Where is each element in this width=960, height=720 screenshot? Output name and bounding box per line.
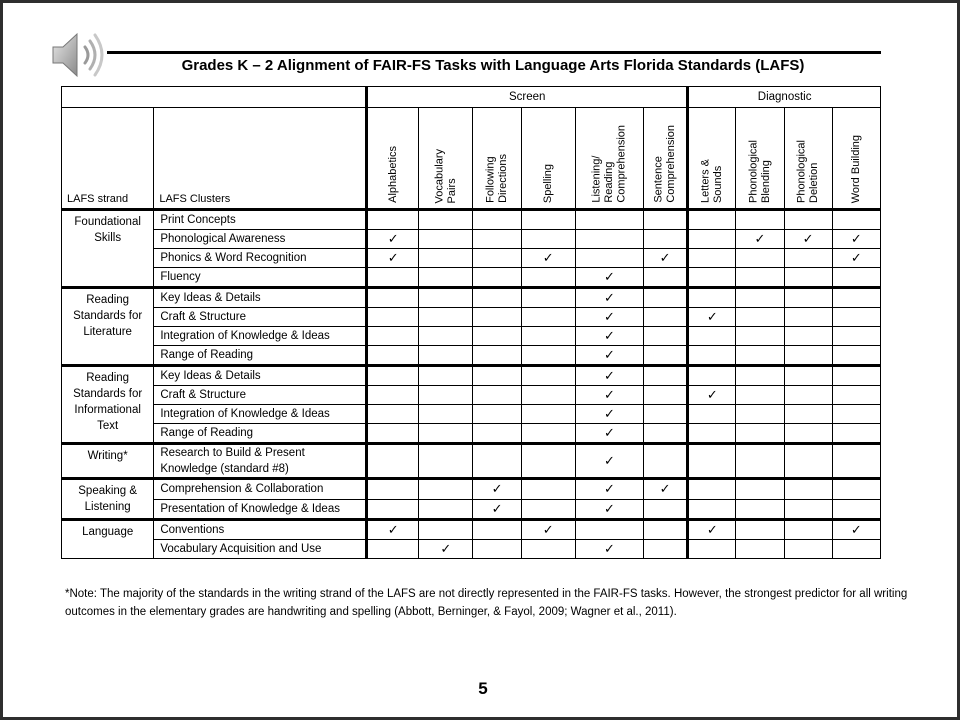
check-cell (575, 230, 643, 249)
check-cell (367, 268, 419, 288)
check-cell (688, 308, 736, 327)
check-cell (644, 346, 688, 366)
column-header-label: Phonological Blending (747, 140, 772, 203)
check-cell (419, 479, 473, 500)
check-cell (521, 346, 575, 366)
check-cell (688, 268, 736, 288)
check-cell (521, 327, 575, 346)
check-cell (832, 405, 880, 424)
check-cell (575, 479, 643, 500)
speaker-icon[interactable] (47, 25, 111, 85)
check-cell (832, 327, 880, 346)
check-cell (688, 346, 736, 366)
check-cell (832, 499, 880, 520)
check-cell (736, 327, 784, 346)
check-cell (575, 327, 643, 346)
check-cell (367, 479, 419, 500)
check-mark-icon: ✓ (659, 250, 671, 265)
check-cell (419, 386, 473, 405)
column-header-label: Sentence Comprehension (652, 125, 678, 203)
column-header (575, 108, 643, 210)
check-cell (688, 444, 736, 479)
check-cell (521, 386, 575, 405)
check-cell (521, 499, 575, 520)
check-cell (784, 268, 832, 288)
check-cell (419, 366, 473, 386)
check-cell (832, 540, 880, 559)
column-header-label: Spelling (541, 163, 554, 203)
check-mark-icon: ✓ (603, 406, 615, 421)
check-cell (832, 249, 880, 268)
table-row (62, 405, 881, 424)
check-cell (575, 520, 643, 540)
check-cell (784, 424, 832, 444)
check-cell (575, 499, 643, 520)
page-number: 5 (478, 679, 488, 698)
check-cell (473, 308, 521, 327)
column-header-label: Listening/ Reading Comprehension (590, 125, 628, 203)
check-cell (521, 288, 575, 308)
cluster-cell: Presentation of Knowledge & Ideas (154, 499, 367, 520)
check-cell (784, 520, 832, 540)
check-cell (575, 268, 643, 288)
check-mark-icon: ✓ (706, 387, 718, 402)
table-row (62, 479, 881, 500)
check-mark-icon: ✓ (850, 231, 862, 246)
check-cell (521, 210, 575, 230)
check-cell (367, 366, 419, 386)
check-cell (473, 405, 521, 424)
check-cell (473, 479, 521, 500)
check-cell (367, 230, 419, 249)
check-mark-icon: ✓ (542, 522, 554, 537)
slide (3, 3, 957, 717)
check-cell (688, 288, 736, 308)
check-cell (419, 424, 473, 444)
check-mark-icon: ✓ (802, 231, 814, 246)
strand-cell: Speaking & Listening (62, 479, 154, 520)
check-cell (644, 308, 688, 327)
check-mark-icon: ✓ (603, 368, 615, 383)
check-cell (521, 230, 575, 249)
column-header (419, 108, 473, 210)
check-mark-icon: ✓ (754, 231, 766, 246)
check-cell (419, 210, 473, 230)
check-cell (784, 327, 832, 346)
table-row (62, 499, 881, 520)
check-cell (644, 366, 688, 386)
check-cell (832, 346, 880, 366)
check-cell (521, 424, 575, 444)
column-header-label: Alphabetics (386, 146, 399, 203)
cluster-cell: Print Concepts (154, 210, 367, 230)
check-cell (736, 444, 784, 479)
check-cell (688, 499, 736, 520)
check-cell (419, 288, 473, 308)
check-cell (784, 288, 832, 308)
table-row (62, 210, 881, 230)
check-cell (575, 405, 643, 424)
check-cell (784, 210, 832, 230)
column-header-label: Vocabulary Pairs (433, 148, 458, 203)
check-cell (736, 346, 784, 366)
check-cell (832, 520, 880, 540)
table-row (62, 444, 881, 479)
cluster-cell: Range of Reading (154, 424, 367, 444)
column-header (473, 108, 521, 210)
check-cell (419, 499, 473, 520)
column-header-label: Phonological Deletion (795, 140, 821, 203)
check-cell (644, 210, 688, 230)
check-cell (419, 308, 473, 327)
check-cell (736, 540, 784, 559)
check-cell (473, 424, 521, 444)
check-cell (367, 424, 419, 444)
table-row (62, 308, 881, 327)
table-row (62, 249, 881, 268)
check-cell (473, 230, 521, 249)
check-cell (419, 268, 473, 288)
column-header (784, 108, 832, 210)
cluster-cell: Craft & Structure (154, 308, 367, 327)
check-cell (367, 249, 419, 268)
cluster-cell: Phonics & Word Recognition (154, 249, 367, 268)
check-cell (736, 424, 784, 444)
check-cell (832, 268, 880, 288)
check-mark-icon: ✓ (440, 541, 452, 556)
check-mark-icon: ✓ (603, 541, 615, 556)
check-mark-icon: ✓ (491, 481, 503, 497)
check-cell (688, 405, 736, 424)
check-cell (688, 540, 736, 559)
check-cell (367, 386, 419, 405)
column-header (521, 108, 575, 210)
cluster-cell: Conventions (154, 520, 367, 540)
check-cell (521, 405, 575, 424)
check-cell (575, 540, 643, 559)
check-cell (644, 499, 688, 520)
check-cell (575, 424, 643, 444)
check-cell (736, 288, 784, 308)
check-mark-icon: ✓ (603, 387, 615, 402)
check-cell (473, 210, 521, 230)
strand-header: LAFS strand (62, 108, 154, 210)
check-mark-icon: ✓ (603, 328, 615, 343)
cluster-cell: Fluency (154, 268, 367, 288)
column-header (644, 108, 688, 210)
check-mark-icon: ✓ (387, 522, 399, 537)
check-cell (644, 268, 688, 288)
check-cell (419, 405, 473, 424)
check-mark-icon: ✓ (603, 481, 615, 497)
check-cell (575, 210, 643, 230)
check-cell (521, 308, 575, 327)
check-cell (688, 366, 736, 386)
check-cell (367, 540, 419, 559)
check-cell (688, 210, 736, 230)
strand-cell: Reading Standards for Informational Text (62, 366, 154, 444)
check-cell (367, 210, 419, 230)
check-cell (367, 520, 419, 540)
check-cell (736, 210, 784, 230)
check-cell (367, 308, 419, 327)
check-mark-icon: ✓ (542, 250, 554, 265)
table-row (62, 346, 881, 366)
check-cell (644, 249, 688, 268)
check-mark-icon: ✓ (706, 522, 718, 537)
table-row (62, 366, 881, 386)
footnote: *Note: The majority of the standards in the writing strand of the LAFS are not directly represented in the FAIR-FS tasks. However, the strongest predictor for all writing outcomes in the elementary grades are handwriting and spelling (Abbott, Berninger, & Fayol, 2009; Wagner et al., 2011). (65, 588, 908, 618)
check-cell (367, 288, 419, 308)
check-cell (784, 444, 832, 479)
cluster-cell: Craft & Structure (154, 386, 367, 405)
check-cell (575, 346, 643, 366)
check-mark-icon: ✓ (603, 269, 615, 284)
check-cell (644, 479, 688, 500)
check-cell (473, 366, 521, 386)
check-cell (419, 444, 473, 479)
check-cell (832, 366, 880, 386)
column-header (688, 108, 736, 210)
column-header (367, 108, 419, 210)
check-cell (784, 499, 832, 520)
check-cell (688, 230, 736, 249)
cluster-cell: Range of Reading (154, 346, 367, 366)
check-cell (521, 249, 575, 268)
check-cell (521, 268, 575, 288)
check-cell (736, 386, 784, 405)
header-blank (62, 87, 367, 108)
column-header (832, 108, 880, 210)
title-rule (107, 51, 881, 54)
check-cell (473, 386, 521, 405)
check-cell (784, 540, 832, 559)
check-mark-icon: ✓ (850, 522, 862, 537)
check-cell (521, 479, 575, 500)
check-cell (784, 405, 832, 424)
check-cell (644, 288, 688, 308)
check-cell (473, 268, 521, 288)
check-cell (688, 249, 736, 268)
strand-cell: Foundational Skills (62, 210, 154, 288)
table-row (62, 520, 881, 540)
check-cell (575, 444, 643, 479)
check-cell (784, 346, 832, 366)
check-cell (784, 230, 832, 249)
check-cell (784, 366, 832, 386)
check-cell (736, 308, 784, 327)
table-row (62, 424, 881, 444)
strand-group (62, 520, 881, 559)
cluster-cell: Integration of Knowledge & Ideas (154, 405, 367, 424)
check-cell (832, 288, 880, 308)
check-cell (575, 386, 643, 405)
check-cell (473, 520, 521, 540)
check-cell (575, 288, 643, 308)
strand-group (62, 210, 881, 288)
check-mark-icon: ✓ (603, 425, 615, 440)
check-cell (832, 386, 880, 405)
check-cell (644, 520, 688, 540)
check-cell (832, 479, 880, 500)
check-cell (644, 230, 688, 249)
check-mark-icon: ✓ (387, 250, 399, 265)
column-header-label: Letters & Sounds (699, 158, 725, 203)
check-cell (521, 540, 575, 559)
table-row (62, 230, 881, 249)
strand-cell: Reading Standards for Literature (62, 288, 154, 366)
check-cell (688, 327, 736, 346)
check-cell (473, 288, 521, 308)
strand-group (62, 479, 881, 520)
screen-header: Screen (367, 87, 688, 108)
check-cell (419, 327, 473, 346)
check-cell (367, 444, 419, 479)
diagnostic-header: Diagnostic (688, 87, 881, 108)
cluster-cell: Key Ideas & Details (154, 288, 367, 308)
check-cell (644, 540, 688, 559)
check-cell (736, 230, 784, 249)
table-row (62, 288, 881, 308)
check-cell (736, 366, 784, 386)
clusters-header: LAFS Clusters (154, 108, 367, 210)
table-row (62, 386, 881, 405)
check-cell (521, 444, 575, 479)
check-cell (473, 249, 521, 268)
cluster-cell: Comprehension & Collaboration (154, 479, 367, 500)
check-cell (736, 479, 784, 500)
check-cell (644, 327, 688, 346)
table-row (62, 268, 881, 288)
cluster-cell: Phonological Awareness (154, 230, 367, 249)
alignment-table (61, 86, 881, 559)
check-cell (644, 405, 688, 424)
check-cell (644, 386, 688, 405)
check-cell (832, 444, 880, 479)
check-cell (473, 346, 521, 366)
check-cell (367, 346, 419, 366)
column-header-label: Word Building (850, 134, 863, 203)
check-cell (473, 444, 521, 479)
check-mark-icon: ✓ (603, 309, 615, 324)
check-cell (832, 424, 880, 444)
check-cell (688, 386, 736, 405)
check-cell (688, 520, 736, 540)
column-header-label: Following Directions (484, 154, 510, 203)
check-cell (575, 366, 643, 386)
strand-group (62, 444, 881, 479)
check-mark-icon: ✓ (850, 250, 862, 265)
check-cell (419, 540, 473, 559)
check-cell (736, 249, 784, 268)
check-cell (736, 405, 784, 424)
cluster-cell: Research to Build & Present Knowledge (standard #8) (154, 444, 367, 479)
check-cell (473, 499, 521, 520)
check-mark-icon: ✓ (603, 453, 615, 468)
check-cell (784, 249, 832, 268)
check-mark-icon: ✓ (706, 309, 718, 324)
check-cell (575, 249, 643, 268)
check-cell (688, 424, 736, 444)
check-cell (521, 366, 575, 386)
strand-cell: Language (62, 520, 154, 559)
check-cell (736, 499, 784, 520)
check-cell (367, 405, 419, 424)
strand-group (62, 366, 881, 444)
check-cell (419, 346, 473, 366)
check-cell (688, 479, 736, 500)
check-cell (575, 308, 643, 327)
check-cell (832, 308, 880, 327)
cluster-cell: Integration of Knowledge & Ideas (154, 327, 367, 346)
table-row (62, 327, 881, 346)
check-cell (644, 424, 688, 444)
table-row (62, 540, 881, 559)
check-cell (832, 210, 880, 230)
check-cell (784, 308, 832, 327)
check-cell (832, 230, 880, 249)
page-title: Grades K – 2 Alignment of FAIR-FS Tasks with Language Arts Florida Standards (LAFS) (181, 57, 805, 74)
check-cell (784, 479, 832, 500)
column-header (736, 108, 784, 210)
check-cell (521, 520, 575, 540)
cluster-cell: Key Ideas & Details (154, 366, 367, 386)
cluster-cell: Vocabulary Acquisition and Use (154, 540, 367, 559)
check-cell (367, 499, 419, 520)
check-cell (784, 386, 832, 405)
check-cell (736, 520, 784, 540)
check-mark-icon: ✓ (659, 481, 671, 497)
check-cell (419, 520, 473, 540)
check-cell (419, 249, 473, 268)
check-mark-icon: ✓ (603, 290, 615, 305)
check-mark-icon: ✓ (387, 231, 399, 246)
check-mark-icon: ✓ (491, 500, 503, 516)
strand-group (62, 288, 881, 366)
check-cell (367, 327, 419, 346)
check-mark-icon: ✓ (603, 500, 615, 516)
check-cell (473, 540, 521, 559)
check-cell (644, 444, 688, 479)
check-cell (419, 230, 473, 249)
check-mark-icon: ✓ (603, 347, 615, 362)
check-cell (736, 268, 784, 288)
strand-cell: Writing* (62, 444, 154, 479)
check-cell (473, 327, 521, 346)
